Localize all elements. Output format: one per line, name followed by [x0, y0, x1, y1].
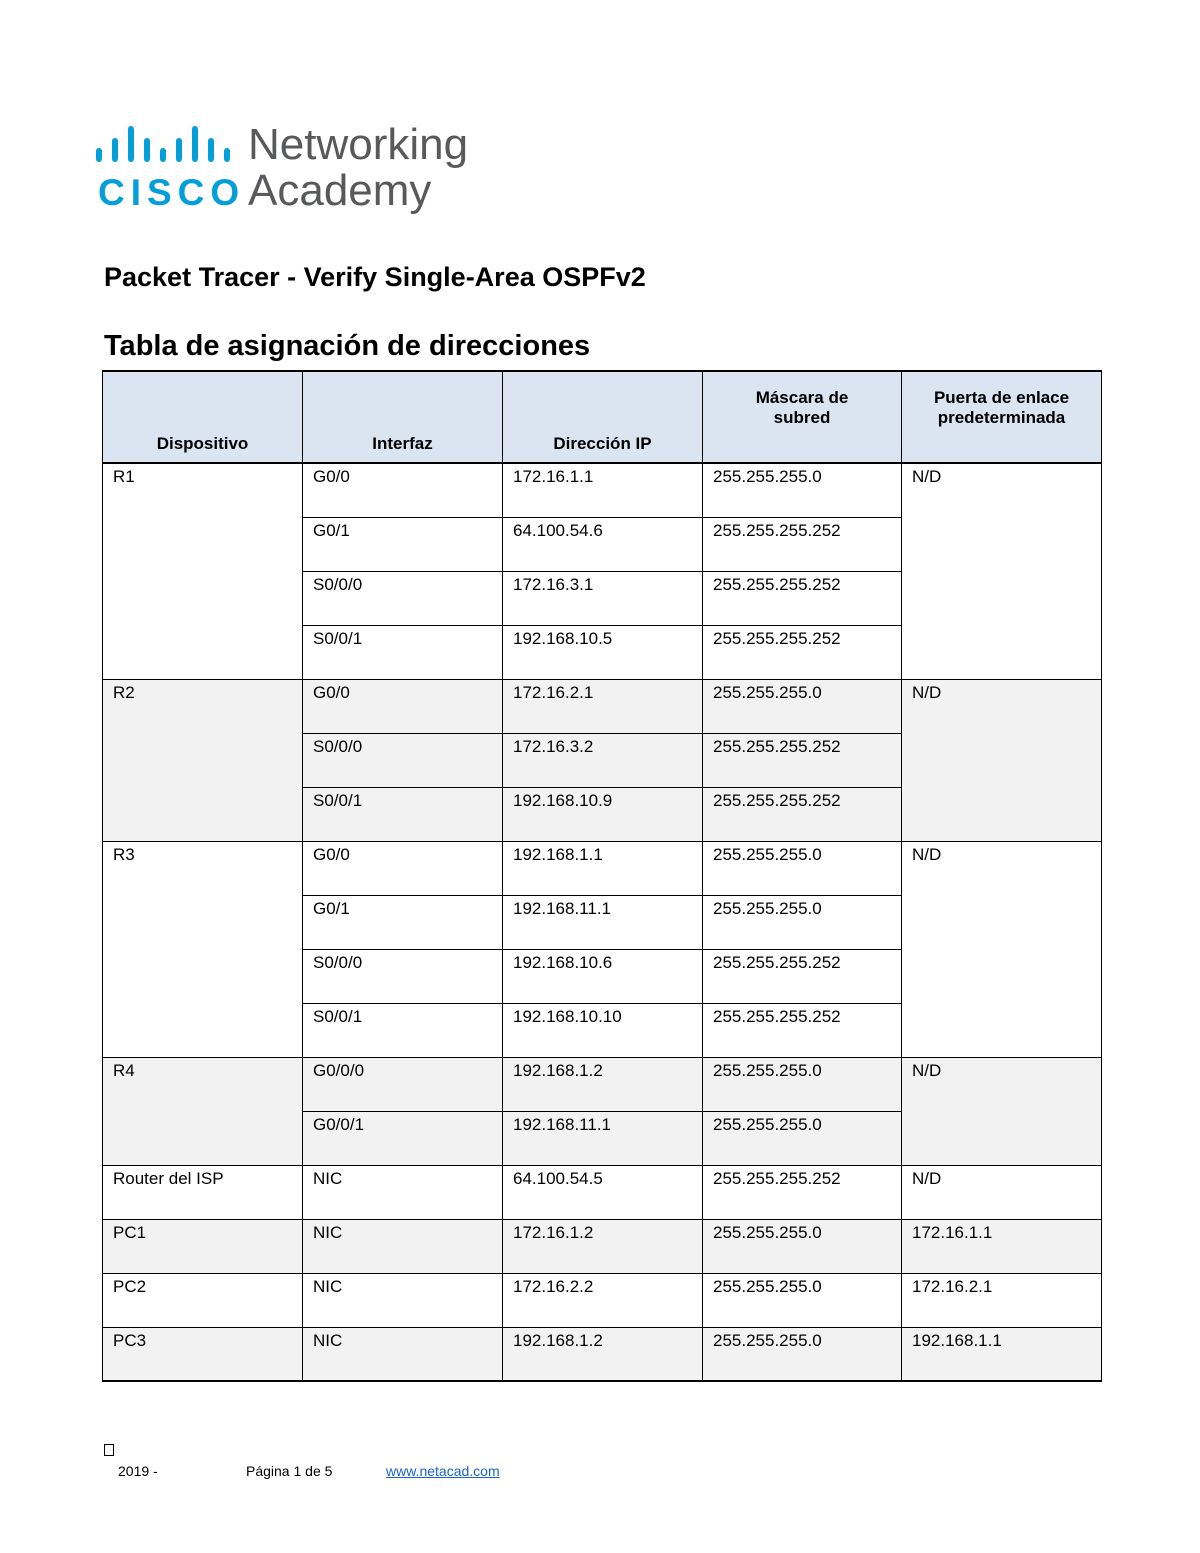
logo-academy: Academy — [248, 166, 432, 215]
footer-marker-icon — [104, 1444, 114, 1456]
cell-ip: 172.16.3.1 — [503, 571, 703, 625]
cell-mask: 255.255.255.0 — [703, 1219, 902, 1273]
cell-ip: 192.168.10.5 — [503, 625, 703, 679]
cell-interface: G0/0 — [303, 463, 503, 517]
cell-ip: 172.16.3.2 — [503, 733, 703, 787]
cell-mask: 255.255.255.252 — [703, 571, 902, 625]
cell-mask: 255.255.255.0 — [703, 1057, 902, 1111]
document-title: Packet Tracer - Verify Single-Area OSPFv2 — [104, 262, 646, 292]
header-gateway: Puerta de enlace predeterminada — [902, 371, 1102, 463]
cell-ip: 172.16.1.1 — [503, 463, 703, 517]
cell-mask: 255.255.255.252 — [703, 733, 902, 787]
cell-device: Router del ISP — [103, 1165, 303, 1219]
cell-device: R4 — [103, 1057, 303, 1165]
table-row — [103, 1219, 1102, 1273]
table-row — [103, 1273, 1102, 1327]
cell-interface: S0/0/1 — [303, 625, 503, 679]
cell-ip: 172.16.2.2 — [503, 1273, 703, 1327]
cell-device: PC2 — [103, 1273, 303, 1327]
cell-interface: S0/0/0 — [303, 571, 503, 625]
cell-device: R2 — [103, 679, 303, 841]
cell-mask: 255.255.255.0 — [703, 1111, 902, 1165]
cell-gateway: N/D — [902, 463, 1102, 679]
footer-link[interactable]: www.netacad.com — [386, 1463, 500, 1479]
footer-year: 2019 - — [118, 1463, 158, 1479]
cell-interface: G0/0 — [303, 679, 503, 733]
table-row — [103, 463, 1102, 517]
cell-interface: S0/0/0 — [303, 733, 503, 787]
cell-device: PC3 — [103, 1327, 303, 1381]
cell-mask: 255.255.255.0 — [703, 1273, 902, 1327]
cell-device: R3 — [103, 841, 303, 1057]
cell-ip: 172.16.2.1 — [503, 679, 703, 733]
cell-ip: 192.168.11.1 — [503, 1111, 703, 1165]
header-interface: Interfaz — [303, 371, 503, 463]
cell-ip: 192.168.1.2 — [503, 1057, 703, 1111]
cell-ip: 192.168.10.10 — [503, 1003, 703, 1057]
logo-networking: Networking — [248, 120, 469, 169]
cell-interface: S0/0/0 — [303, 949, 503, 1003]
cell-mask: 255.255.255.252 — [703, 625, 902, 679]
cell-gateway: N/D — [902, 1057, 1102, 1165]
cell-interface: G0/0/1 — [303, 1111, 503, 1165]
cell-gateway: 172.16.2.1 — [902, 1273, 1102, 1327]
cell-interface: NIC — [303, 1219, 503, 1273]
section-title: Tabla de asignación de direcciones — [104, 330, 591, 362]
cell-gateway: N/D — [902, 841, 1102, 1057]
cell-ip: 192.168.11.1 — [503, 895, 703, 949]
cell-device: R1 — [103, 463, 303, 679]
cisco-wordmark: CISCO — [98, 172, 246, 213]
cell-interface: NIC — [303, 1327, 503, 1381]
header-mask: Máscara de subred — [703, 371, 902, 463]
table-row — [103, 841, 1102, 895]
cell-interface: S0/0/1 — [303, 1003, 503, 1057]
cell-interface: NIC — [303, 1165, 503, 1219]
cell-mask: 255.255.255.0 — [703, 1327, 902, 1381]
table-header-row — [103, 371, 1102, 463]
cell-mask: 255.255.255.252 — [703, 517, 902, 571]
header-ip: Dirección IP — [503, 371, 703, 463]
addressing-table — [102, 370, 1102, 1382]
cell-interface: S0/0/1 — [303, 787, 503, 841]
cell-mask: 255.255.255.252 — [703, 787, 902, 841]
cell-interface: G0/0/0 — [303, 1057, 503, 1111]
cell-ip: 192.168.10.9 — [503, 787, 703, 841]
table-row — [103, 1057, 1102, 1111]
table-row — [103, 679, 1102, 733]
cell-gateway: 172.16.1.1 — [902, 1219, 1102, 1273]
cell-gateway: 192.168.1.1 — [902, 1327, 1102, 1381]
cell-mask: 255.255.255.252 — [703, 1003, 902, 1057]
cell-interface: G0/1 — [303, 517, 503, 571]
cell-interface: G0/0 — [303, 841, 503, 895]
cell-interface: G0/1 — [303, 895, 503, 949]
cell-mask: 255.255.255.0 — [703, 841, 902, 895]
cell-ip: 64.100.54.6 — [503, 517, 703, 571]
cell-device: PC1 — [103, 1219, 303, 1273]
cell-gateway: N/D — [902, 1165, 1102, 1219]
table-row — [103, 1327, 1102, 1381]
cell-mask: 255.255.255.252 — [703, 949, 902, 1003]
cell-gateway: N/D — [902, 679, 1102, 841]
cisco-bars-icon — [96, 126, 236, 162]
footer-page-number: Página 1 de 5 — [246, 1463, 333, 1479]
cisco-networking-academy-logo — [96, 120, 476, 218]
cell-mask: 255.255.255.252 — [703, 1165, 902, 1219]
cell-ip: 192.168.10.6 — [503, 949, 703, 1003]
header-device: Dispositivo — [103, 371, 303, 463]
cell-interface: NIC — [303, 1273, 503, 1327]
cell-mask: 255.255.255.0 — [703, 679, 902, 733]
cell-ip: 172.16.1.2 — [503, 1219, 703, 1273]
table-row — [103, 1165, 1102, 1219]
cell-mask: 255.255.255.0 — [703, 463, 902, 517]
cell-mask: 255.255.255.0 — [703, 895, 902, 949]
cell-ip: 192.168.1.2 — [503, 1327, 703, 1381]
cell-ip: 192.168.1.1 — [503, 841, 703, 895]
cell-ip: 64.100.54.5 — [503, 1165, 703, 1219]
